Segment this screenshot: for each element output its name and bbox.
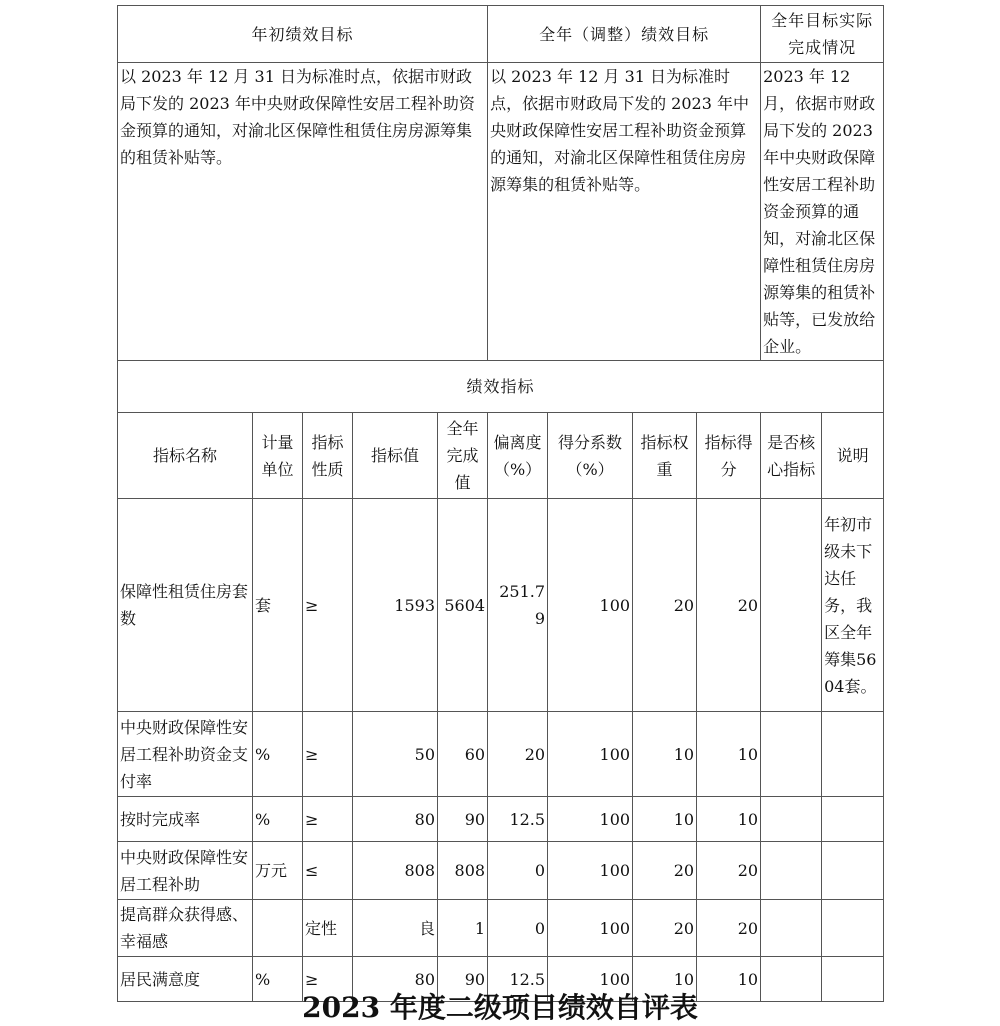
indicator-deviation: 12.5 xyxy=(488,957,548,1002)
col-header-note: 说明 xyxy=(822,413,884,499)
indicator-name: 提高群众获得感、幸福感 xyxy=(118,900,253,957)
col-header-score: 指标得分 xyxy=(697,413,761,499)
indicator-target: 808 xyxy=(353,842,438,900)
indicator-weight: 10 xyxy=(633,957,697,1002)
col-header-actual: 全年完成值 xyxy=(438,413,488,499)
actual-completion-header: 全年目标实际完成情况 xyxy=(761,6,884,63)
indicator-target: 良 xyxy=(353,900,438,957)
indicator-deviation: 20 xyxy=(488,712,548,797)
indicator-actual: 5604 xyxy=(438,499,488,712)
indicator-target: 80 xyxy=(353,797,438,842)
indicator-deviation: 0 xyxy=(488,900,548,957)
indicator-score: 10 xyxy=(697,712,761,797)
indicator-nature: 定性 xyxy=(303,900,353,957)
indicator-score: 10 xyxy=(697,957,761,1002)
section-row xyxy=(118,361,884,413)
indicator-deviation: 251.79 xyxy=(488,499,548,712)
table-row xyxy=(118,797,884,842)
indicator-note xyxy=(822,842,884,900)
indicator-name: 居民满意度 xyxy=(118,957,253,1002)
indicator-coef: 100 xyxy=(548,842,633,900)
indicator-actual: 1 xyxy=(438,900,488,957)
indicator-actual: 60 xyxy=(438,712,488,797)
indicator-target: 1593 xyxy=(353,499,438,712)
indicator-weight: 10 xyxy=(633,712,697,797)
col-header-name: 指标名称 xyxy=(118,413,253,499)
initial-target-text: 以 2023 年 12 月 31 日为标准时点，依据市财政局下发的 2023 年中央财政保障性安居工程补助资金预算的通知，对渝北区保障性租赁住房房源筹集的租赁补贴等。 xyxy=(118,63,488,361)
indicator-core xyxy=(761,797,822,842)
col-header-weight: 指标权重 xyxy=(633,413,697,499)
indicator-note xyxy=(822,797,884,842)
indicator-nature: ≥ xyxy=(303,499,353,712)
indicator-core xyxy=(761,842,822,900)
indicator-note xyxy=(822,712,884,797)
targets-text-row xyxy=(118,63,884,361)
col-header-deviation: 偏离度（%） xyxy=(488,413,548,499)
indicator-deviation: 12.5 xyxy=(488,797,548,842)
indicator-deviation: 0 xyxy=(488,842,548,900)
col-header-core: 是否核心指标 xyxy=(761,413,822,499)
indicator-unit: % xyxy=(253,957,303,1002)
indicator-name: 按时完成率 xyxy=(118,797,253,842)
indicator-score: 20 xyxy=(697,499,761,712)
indicator-nature: ≥ xyxy=(303,957,353,1002)
indicator-unit: 万元 xyxy=(253,842,303,900)
indicator-actual: 90 xyxy=(438,797,488,842)
indicator-target: 80 xyxy=(353,957,438,1002)
table-row xyxy=(118,712,884,797)
page-title: 2023 年度二级项目绩效自评表 xyxy=(302,991,698,1024)
table-row xyxy=(118,900,884,957)
performance-table xyxy=(117,5,884,1002)
indicator-coef: 100 xyxy=(548,900,633,957)
indicator-weight: 10 xyxy=(633,797,697,842)
indicator-score: 20 xyxy=(697,900,761,957)
indicator-note xyxy=(822,900,884,957)
initial-target-header: 年初绩效目标 xyxy=(118,6,488,63)
indicator-actual: 808 xyxy=(438,842,488,900)
indicator-name: 中央财政保障性安居工程补助资金支付率 xyxy=(118,712,253,797)
indicator-nature: ≥ xyxy=(303,712,353,797)
indicator-unit xyxy=(253,900,303,957)
table-row xyxy=(118,842,884,900)
section-title: 绩效指标 xyxy=(118,361,884,413)
adjusted-target-header: 全年（调整）绩效目标 xyxy=(488,6,761,63)
indicator-note: 年初市级未下达任务，我区全年筹集5604套。 xyxy=(822,499,884,712)
indicator-score: 10 xyxy=(697,797,761,842)
adjusted-target-text: 以 2023 年 12 月 31 日为标准时点，依据市财政局下发的 2023 年中央财政保障性安居工程补助资金预算的通知，对渝北区保障性租赁住房房源筹集的租赁补贴等。 xyxy=(488,63,761,361)
indicator-unit: % xyxy=(253,712,303,797)
indicator-weight: 20 xyxy=(633,842,697,900)
indicator-coef: 100 xyxy=(548,957,633,1002)
col-header-nature: 指标性质 xyxy=(303,413,353,499)
col-header-unit: 计量单位 xyxy=(253,413,303,499)
col-header-coef: 得分系数（%） xyxy=(548,413,633,499)
indicator-nature: ≥ xyxy=(303,797,353,842)
actual-completion-text: 2023 年 12 月，依据市财政局下发的 2023 年中央财政保障性安居工程补助资金预算的通知，对渝北区保障性租赁住房房源筹集的租赁补贴等，已发放给企业。 xyxy=(761,63,884,361)
col-header-target: 指标值 xyxy=(353,413,438,499)
indicator-coef: 100 xyxy=(548,712,633,797)
indicator-weight: 20 xyxy=(633,900,697,957)
table-row xyxy=(118,499,884,712)
indicator-core xyxy=(761,499,822,712)
indicator-name: 保障性租赁住房套数 xyxy=(118,499,253,712)
indicator-unit: % xyxy=(253,797,303,842)
indicator-score: 20 xyxy=(697,842,761,900)
indicator-actual: 90 xyxy=(438,957,488,1002)
indicator-unit: 套 xyxy=(253,499,303,712)
indicator-coef: 100 xyxy=(548,797,633,842)
indicator-target: 50 xyxy=(353,712,438,797)
indicator-core xyxy=(761,900,822,957)
targets-header-row xyxy=(118,6,884,63)
indicator-core xyxy=(761,712,822,797)
indicator-coef: 100 xyxy=(548,499,633,712)
indicator-weight: 20 xyxy=(633,499,697,712)
indicator-name: 中央财政保障性安居工程补助 xyxy=(118,842,253,900)
column-header-row xyxy=(118,413,884,499)
indicator-nature: ≤ xyxy=(303,842,353,900)
